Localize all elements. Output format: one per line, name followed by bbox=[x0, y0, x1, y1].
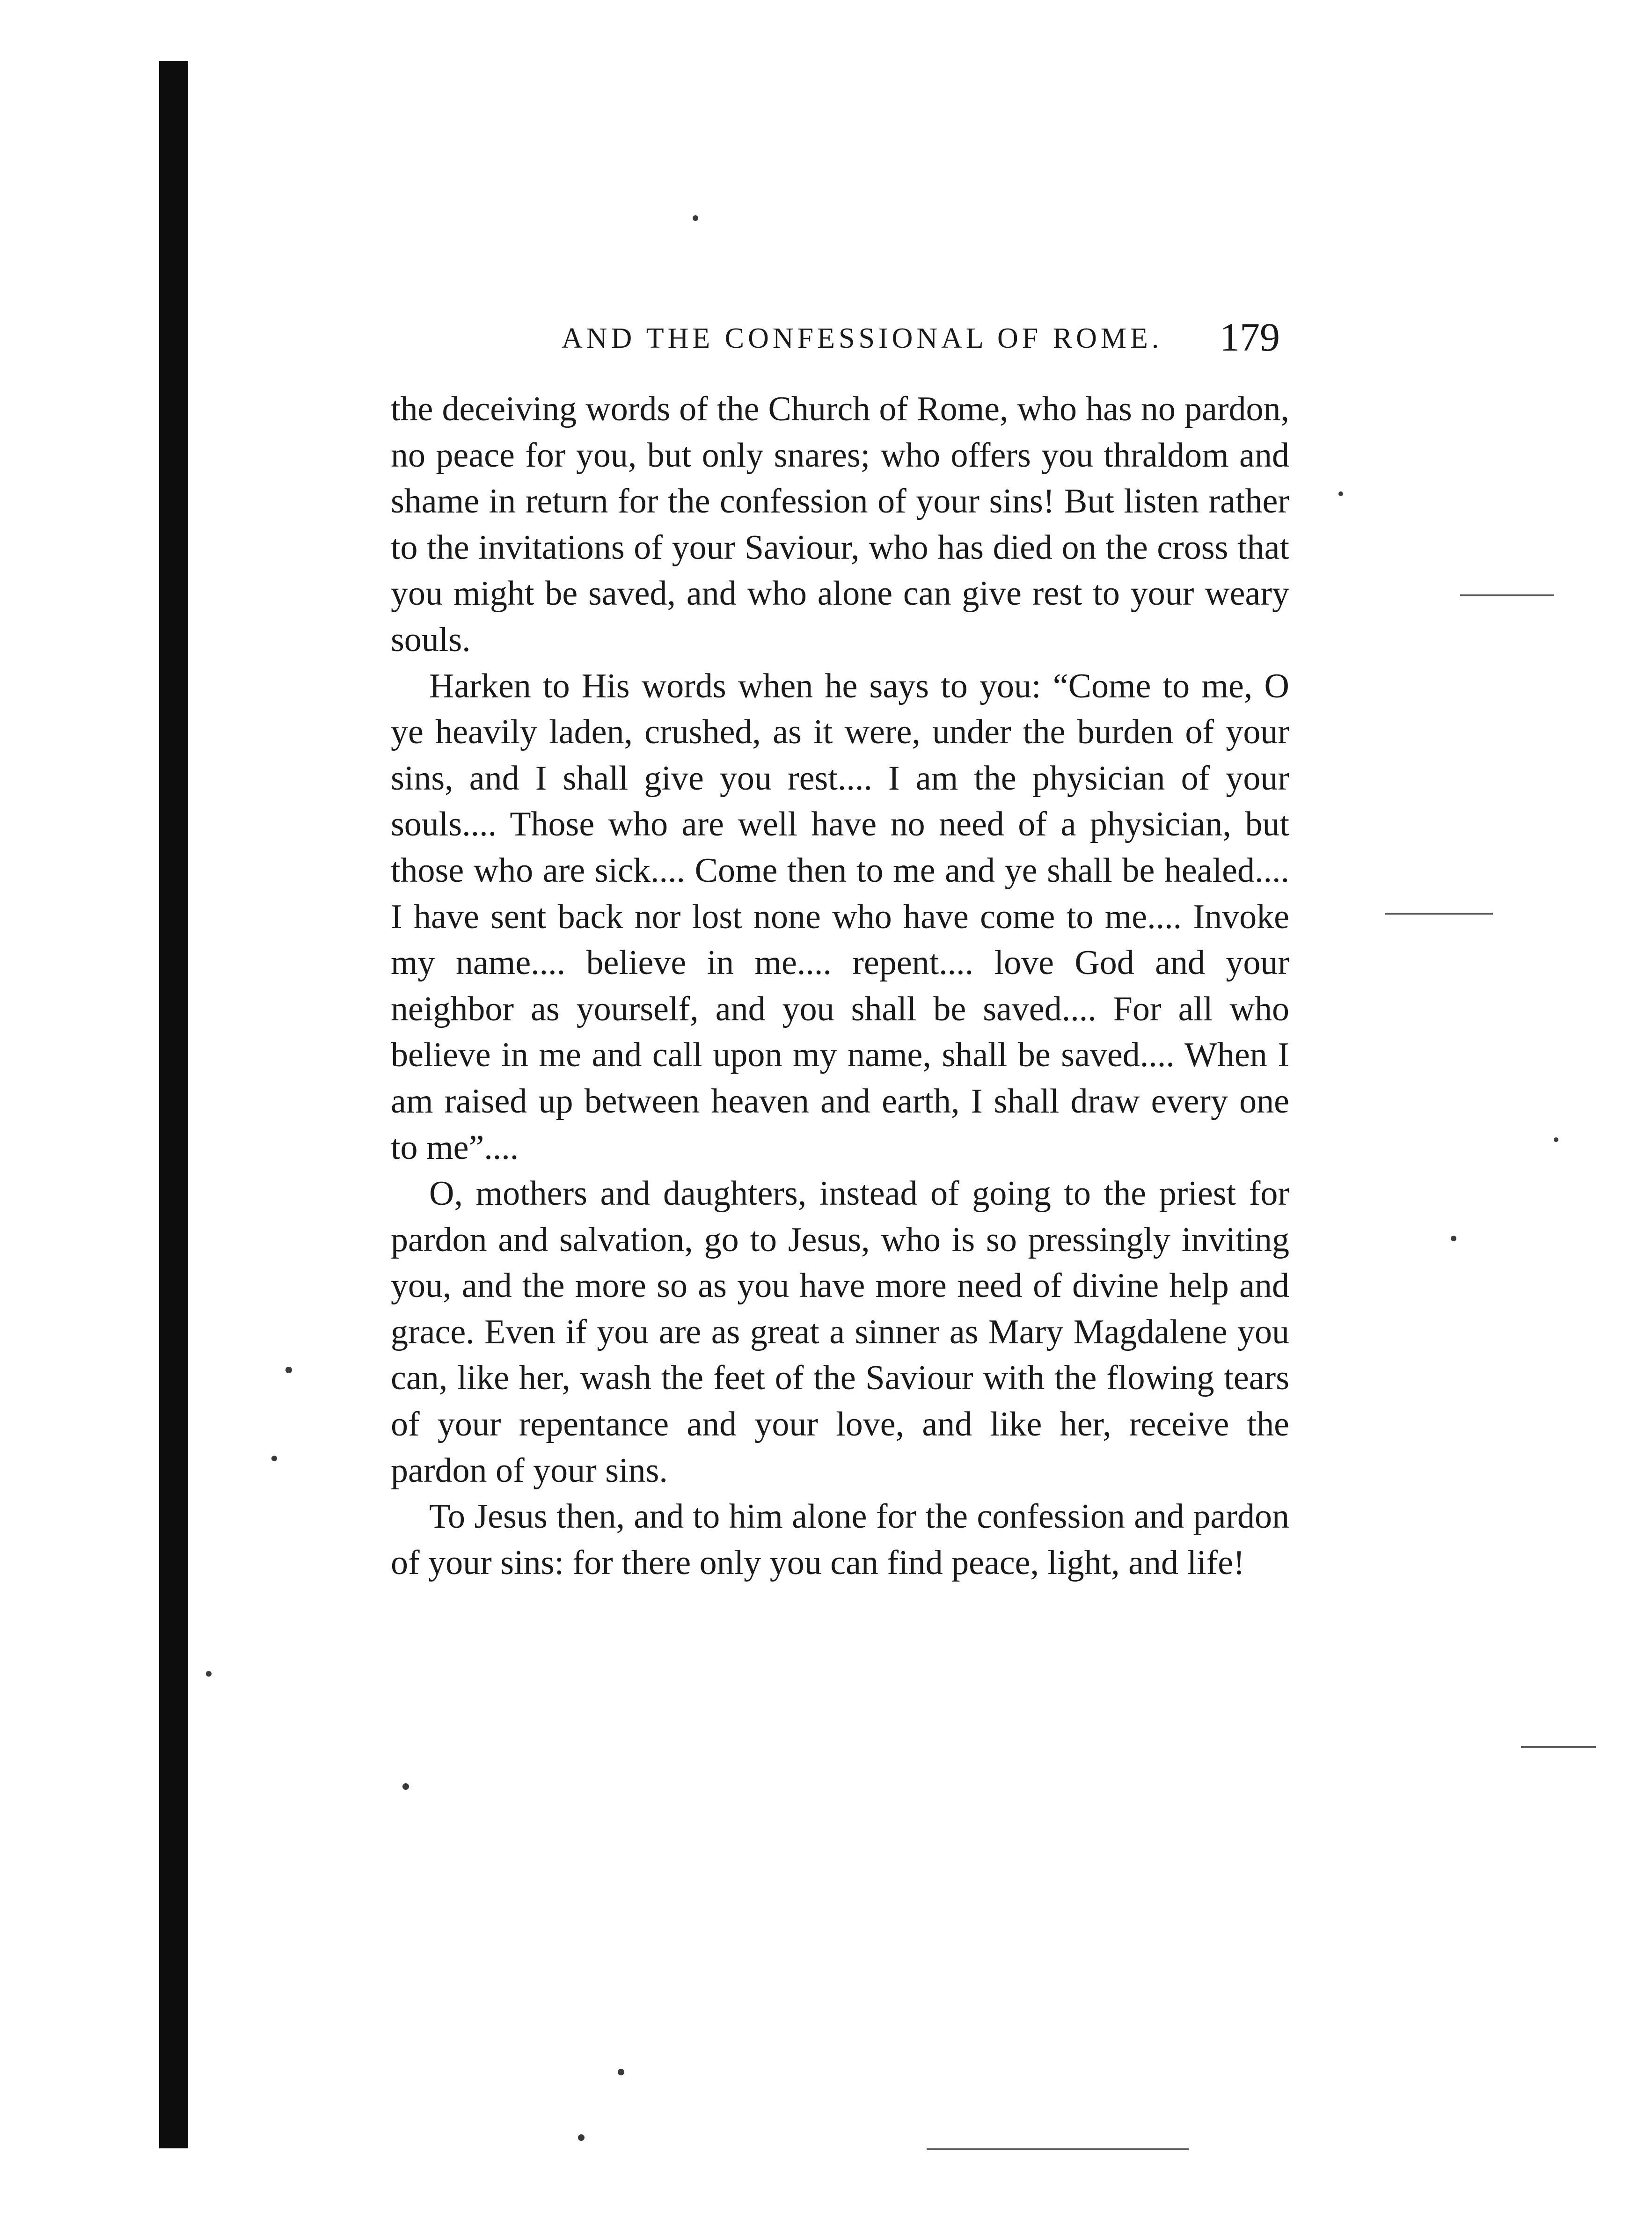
scan-mark bbox=[1521, 1746, 1596, 1748]
scan-speck bbox=[693, 215, 698, 221]
paragraph: the deceiving words of the Church of Rome, who has no pardon, no peace for you, but only snares; who offers you thraldom and shame in return for the confession of your sins! But listen rather to the invitations of your Saviour, who has died on the cross that you might be saved, and who alone can give rest to your weary souls. bbox=[391, 390, 1289, 659]
paragraph: To Jesus then, and to him alone for the confession and pardon of your sins: for there only you can find peace, light, and life! bbox=[391, 1497, 1289, 1582]
scan-mark bbox=[1460, 594, 1554, 596]
scan-mark bbox=[927, 2148, 1189, 2150]
scan-speck bbox=[1451, 1236, 1456, 1241]
scan-speck bbox=[618, 2069, 624, 2075]
scan-speck bbox=[578, 2134, 585, 2141]
paragraph: Harken to His words when he says to you: “Come to me, O ye heavily laden, crushed, as it were, under the burden of your sins, and I shall give you rest.... I am the physician of your souls.... Those who are well have no need of a physician, but those who are sick.... Come then to me and ye shall be healed.... I have sent back nor lost none who have come to me.... Invoke my name.... believe in me.... repent.... love God and your neighbor as yourself, and you shall be saved.... For all who believe in me and call upon my name, shall be saved.... When I am raised up between heaven and earth, I shall draw every one to me”.... bbox=[391, 667, 1289, 1167]
scan-speck bbox=[271, 1456, 277, 1461]
running-head bbox=[391, 309, 1289, 360]
scan-speck bbox=[1554, 1137, 1558, 1142]
scan-speck bbox=[1338, 491, 1343, 496]
scan-speck bbox=[402, 1783, 409, 1790]
paragraph: O, mothers and daughters, instead of going to the priest for pardon and salvation, go to Jesus, who is so pressingly inviting you, and the more so as you have more need of divine help and grace. Even if you are as great a sinner as Mary Magdalene you can, like her, wash the feet of the Saviour with the flowing tears of your repentance and your love, and like her, receive the pardon of your sins. bbox=[391, 1174, 1289, 1490]
body-text bbox=[391, 386, 1289, 1586]
page-number: 179 bbox=[1220, 315, 1280, 359]
scan-mark bbox=[1385, 913, 1493, 915]
scan-speck bbox=[285, 1367, 292, 1373]
page-binding-edge bbox=[159, 61, 188, 2148]
running-title: AND THE CONFESSIONAL OF ROME. bbox=[562, 322, 1163, 354]
scan-speck bbox=[206, 1671, 212, 1677]
